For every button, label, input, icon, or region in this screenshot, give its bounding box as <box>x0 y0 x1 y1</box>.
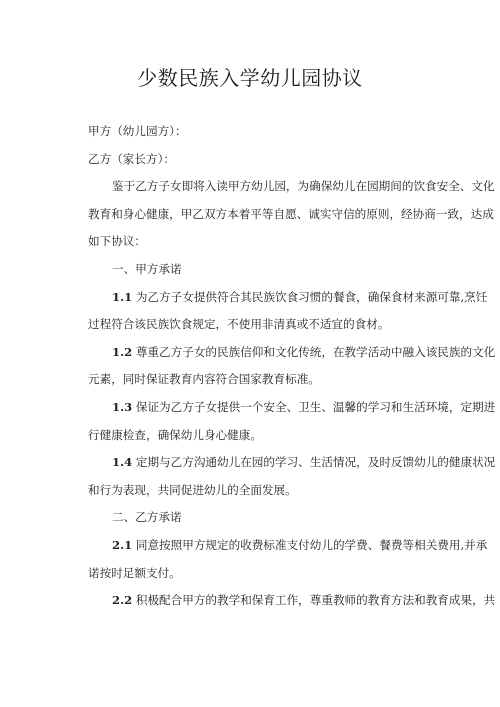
party-b-line: 乙方（家长方）： <box>88 151 175 166</box>
clause-line: 过程符合该民族饮食规定，不使用非清真或不适宜的食材。 <box>88 317 390 332</box>
preamble-line: 如下协议： <box>88 234 146 249</box>
clause-text: 保证为乙方子女提供一个安全、卫生、温馨的学习和生活环境，定期进 <box>135 399 496 414</box>
section-heading: 一、甲方承诺 <box>112 261 182 276</box>
section-heading: 二、乙方承诺 <box>112 510 182 525</box>
document-title: 少数民族入学幼儿园协议 <box>137 66 363 90</box>
clause-line <box>88 339 496 367</box>
clause-line: 诺按时足额支付。 <box>88 565 181 580</box>
clause-text: 积极配合甲方的教学和保育工作，尊重教师的教育方法和教育成果，共 <box>135 593 496 608</box>
clause-number: 1.4 <box>112 455 133 470</box>
clause-line <box>88 532 488 560</box>
clause-number: 1.3 <box>112 399 133 414</box>
clause-line <box>88 284 488 312</box>
preamble-line: 教育和身心健康，甲乙双方本着平等自愿、诚实守信的原则，经协商一致，达成 <box>88 206 494 221</box>
clause-line <box>88 449 496 477</box>
clause-line <box>88 394 496 422</box>
clause-line: 和行为表现，共同促进幼儿的全面发展。 <box>88 482 297 497</box>
clause-line: 元素，同时保证教育内容符合国家教育标准。 <box>88 372 320 387</box>
clause-number: 1.2 <box>112 344 133 359</box>
clause-line: 行健康检查，确保幼儿身心健康。 <box>88 427 262 442</box>
clause-text: 定期与乙方沟通幼儿在园的学习、生活情况，及时反馈幼儿的健康状况 <box>135 455 496 470</box>
clause-text: 为乙方子女提供符合其民族饮食习惯的餐食，确保食材来源可靠,烹饪 <box>135 289 488 304</box>
document-body <box>88 118 496 615</box>
clause-line <box>88 587 496 615</box>
preamble-line: 鉴于乙方子女即将入读甲方幼儿园，为确保幼儿在园期间的饮食安全、文化 <box>112 179 495 194</box>
clause-number: 2.2 <box>112 593 133 608</box>
clause-text: 同意按照甲方规定的收费标准支付幼儿的学费、餐费等相关费用,并承 <box>135 537 488 552</box>
clause-text: 尊重乙方子女的民族信仰和文化传统，在教学活动中融入该民族的文化 <box>135 344 496 359</box>
party-a-line: 甲方（幼儿园方）： <box>88 124 187 138</box>
clause-number: 2.1 <box>112 537 133 552</box>
clause-number: 1.1 <box>112 289 133 304</box>
